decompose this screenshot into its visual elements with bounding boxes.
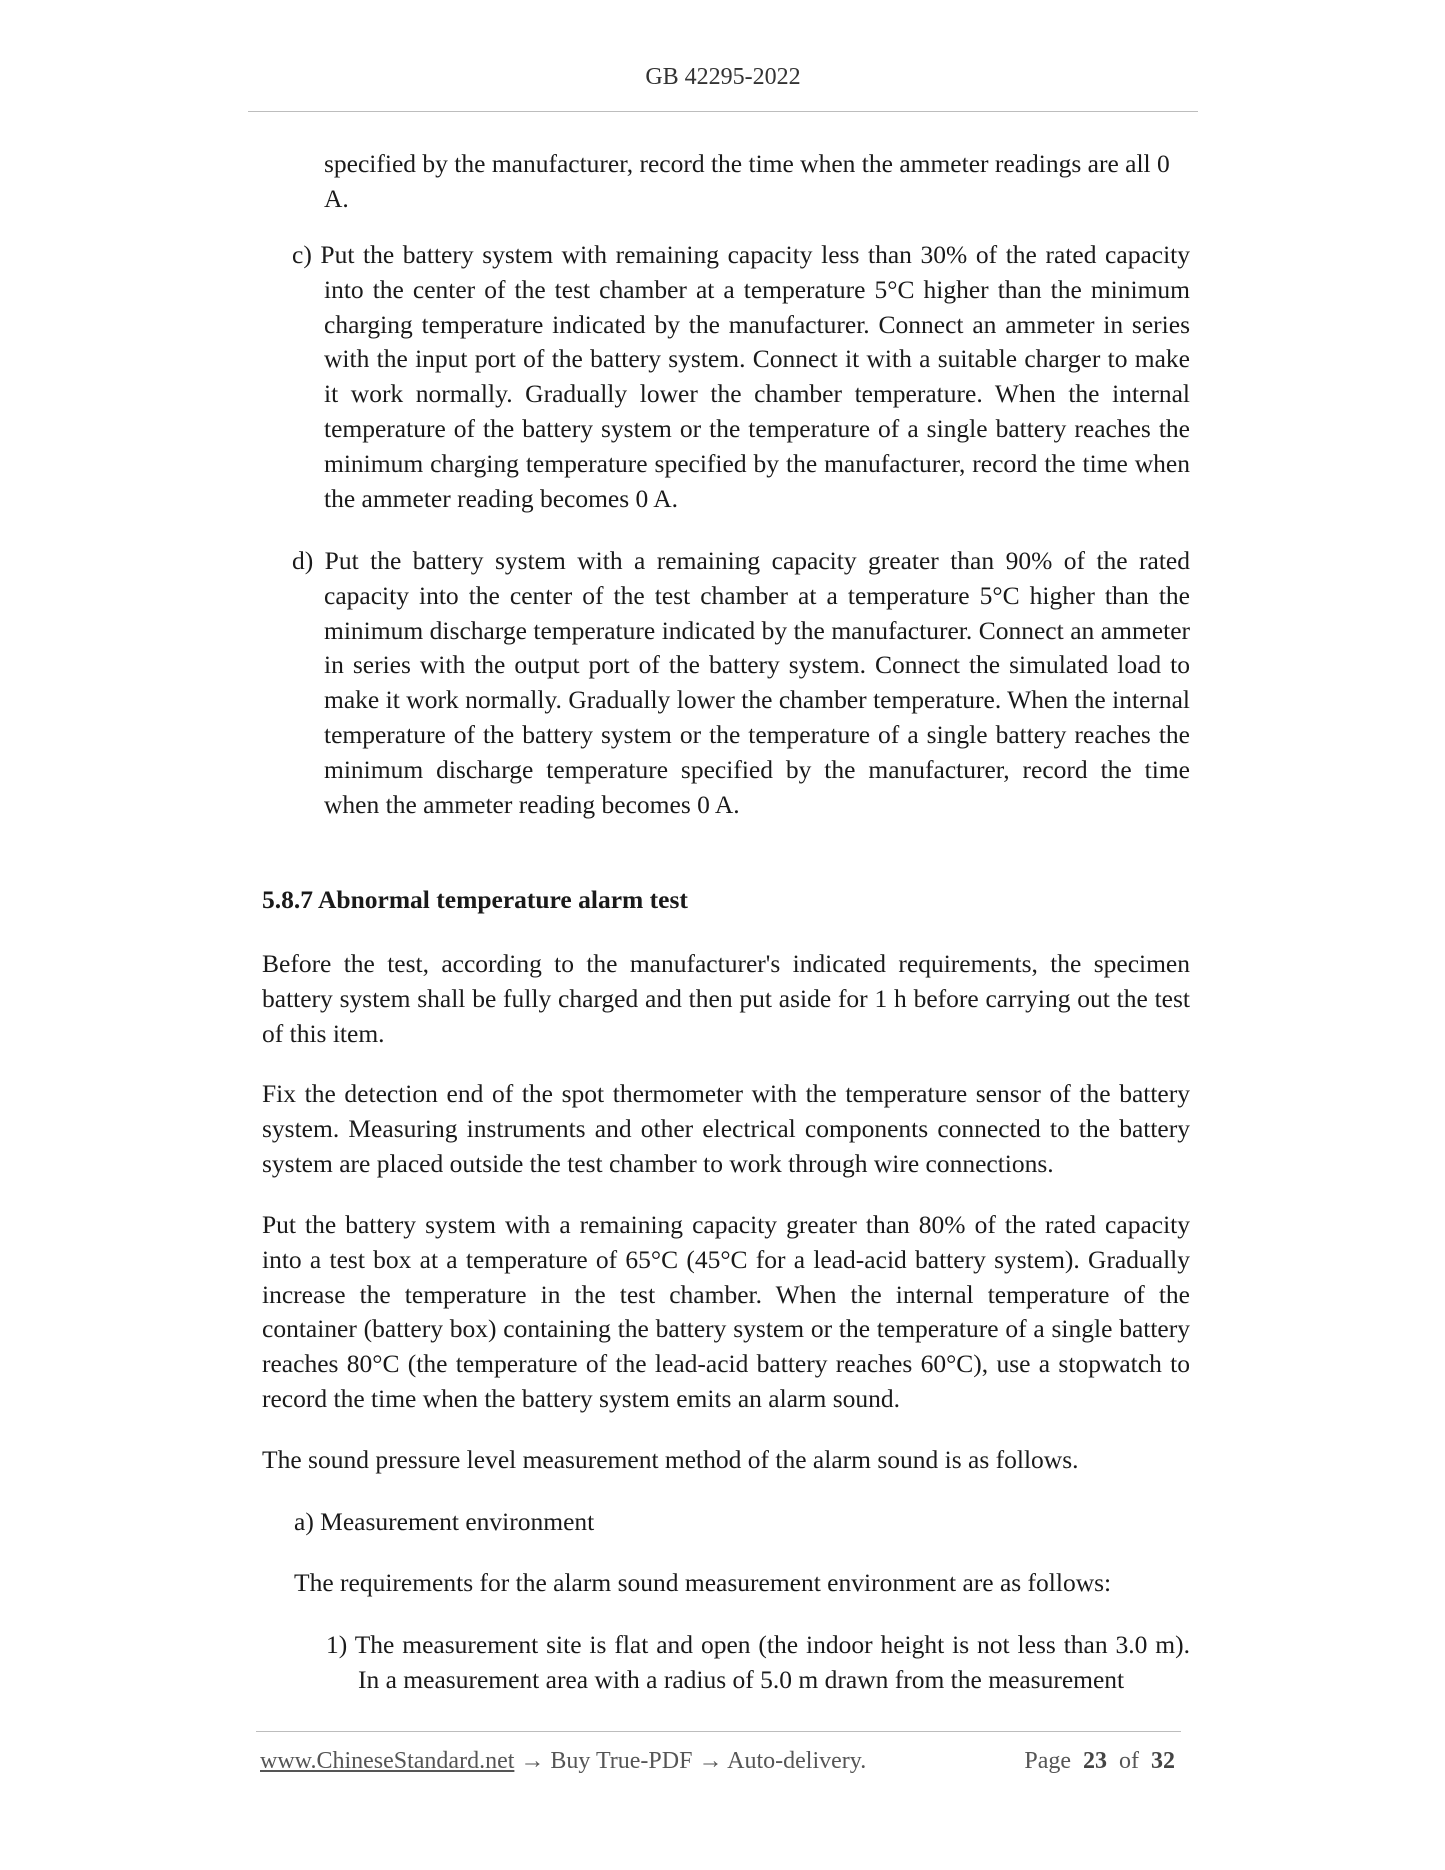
list-item-a: a) Measurement environment [294,1507,595,1536]
document-id-header: GB 42295-2022 [645,64,801,90]
current-page-number: 23 [1083,1748,1107,1774]
section-heading: 5.8.7 Abnormal temperature alarm test [262,885,688,914]
list-item-1: 1) The measurement site is flat and open (the indoor height is not less than 3.0 m). In a measurement area with a radius of 5.0 m drawn from the measurement [326,1630,1190,1694]
paragraph-before-test: Before the test, according to the manufacturer's indicated requirements, the specimen battery system shall be fully charged and then put aside for 1 h before carrying out the test of this item. [262,949,1190,1048]
arrow-right-icon: → [698,1748,723,1774]
auto-delivery-text: Auto-delivery. [727,1748,867,1774]
paragraph-a-requirements: The requirements for the alarm sound measurement environment are as follows: [294,1568,1112,1597]
header-divider [248,111,1198,112]
page-indicator [1024,1748,1175,1775]
page-label: Page [1024,1748,1071,1774]
list-item-d: d) Put the battery system with a remaining capacity greater than 90% of the rated capacity into the center of the test chamber at a temperature 5°C higher than the minimum discharge temperature indicated by the manufacturer. Connect an ammeter in series with the output port of the battery system. Connect the simulated load to make it work normally. Gradually lower the chamber temperature. When the internal temperature of the battery system or the temperature of a single battery reaches the minimum discharge temperature specified by the manufacturer, record the time when the ammeter reading becomes 0 A. [292,546,1190,819]
paragraph-put-battery: Put the battery system with a remaining capacity greater than 80% of the rated capacity into a test box at a temperature of 65°C (45°C for a lead-acid battery system). Gradually increase the temperature in the test chamber. When the internal temperature of the container (battery box) containing the battery system or the temperature of a single battery reaches 80°C (the temperature of the lead-acid battery reaches 60°C), use a stopwatch to record the time when the battery system emits an alarm sound. [262,1210,1190,1413]
footer-divider [256,1731,1181,1732]
paragraph-sound-method: The sound pressure level measurement method of the alarm sound is as follows. [262,1445,1079,1474]
paragraph-b-continuation: specified by the manufacturer, record the time when the ammeter readings are all 0 A. [324,149,1170,213]
arrow-right-icon: → [520,1748,545,1774]
total-pages-number: 32 [1151,1748,1175,1774]
buy-true-pdf-text: Buy True-PDF [550,1748,693,1774]
chinesestandard-link[interactable]: www.ChineseStandard.net [260,1748,515,1774]
list-item-c: c) Put the battery system with remaining capacity less than 30% of the rated capacity into the center of the test chamber at a temperature 5°C higher than the minimum charging temperature indicated by the manufacturer. Connect an ammeter in series with the input port of the battery system. Connect it with a suitable charger to make it work normally. Gradually lower the chamber temperature. When the internal temperature of the battery system or the temperature of a single battery reaches the minimum charging temperature specified by the manufacturer, record the time when the ammeter reading becomes 0 A. [292,240,1190,513]
footer-left [260,1748,866,1775]
paragraph-fix-detection: Fix the detection end of the spot thermometer with the temperature sensor of the battery system. Measuring instruments and other electrical components connected to the battery system are placed outside the test chamber to work through wire connections. [262,1079,1190,1178]
of-label: of [1119,1748,1139,1774]
